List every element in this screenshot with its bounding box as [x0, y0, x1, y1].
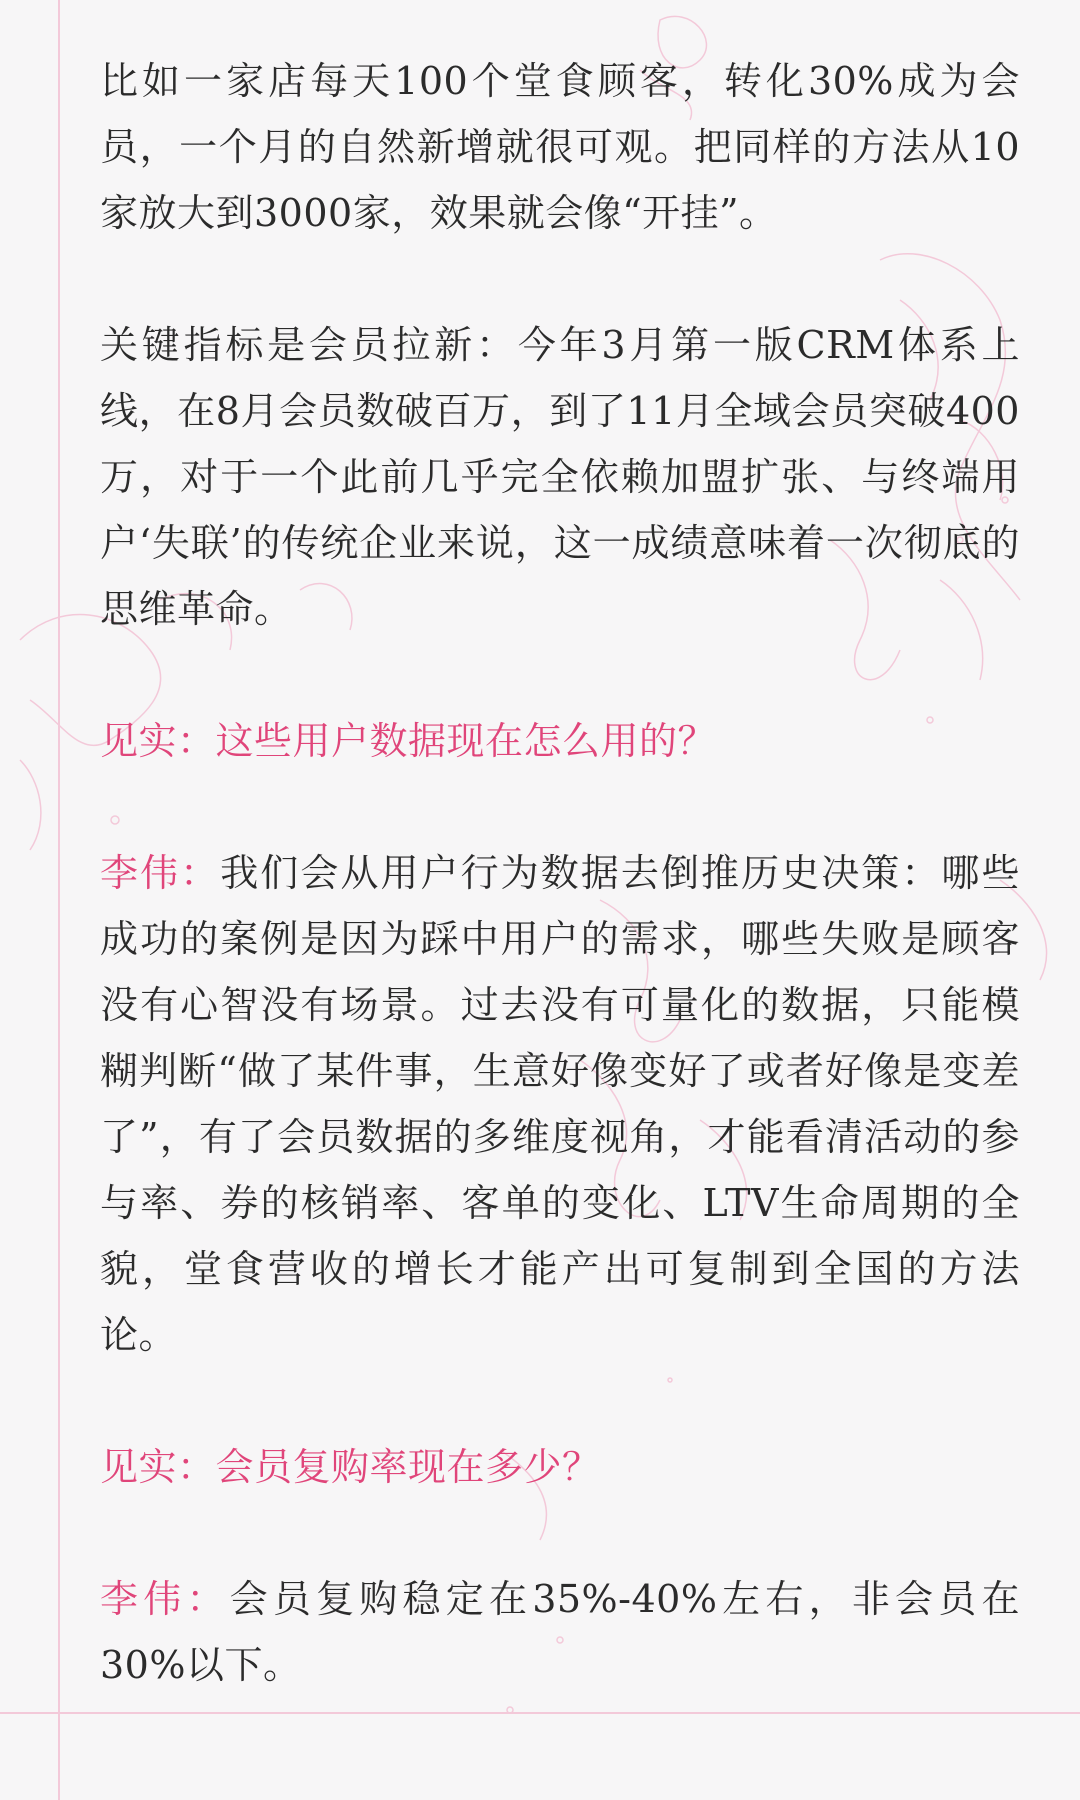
interview-question-data-usage: 见实：这些用户数据现在怎么用的？: [100, 719, 717, 763]
speaker-label: 李伟：: [100, 1577, 230, 1621]
margin-rule: [58, 0, 60, 1800]
bottom-rule: [0, 1712, 1080, 1714]
speaker-label: 李伟：: [100, 851, 221, 895]
interview-answer-repurchase-rate: [100, 1566, 1020, 1698]
interview-answer-data-usage: [100, 840, 1020, 1368]
answer-text: 会员复购稳定在35%-40%左右，非会员在30%以下。: [100, 1577, 1020, 1687]
interview-question-repurchase-rate: 见实：会员复购率现在多少？: [100, 1445, 601, 1489]
paragraph-store-conversion: 比如一家店每天100个堂食顾客，转化30%成为会员，一个月的自然新增就很可观。把同样的方法从10家放大到3000家，效果就会像“开挂”。: [100, 59, 1020, 235]
article-body: [100, 48, 1020, 1698]
paragraph-member-growth: 关键指标是会员拉新：今年3月第一版CRM体系上线，在8月会员数破百万，到了11月全域会员突破400万，对于一个此前几乎完全依赖加盟扩张、与终端用户‘失联’的传统企业来说，这一成绩意味着一次彻底的思维革命。: [100, 323, 1020, 631]
answer-text: 我们会从用户行为数据去倒推历史决策：哪些成功的案例是因为踩中用户的需求，哪些失败是顾客没有心智没有场景。过去没有可量化的数据，只能模糊判断“做了某件事，生意好像变好了或者好像是变差了”，有了会员数据的多维度视角，才能看清活动的参与率、券的核销率、客单的变化、LTV生命周期的全貌，堂食营收的增长才能产出可复制到全国的方法论。: [100, 851, 1020, 1357]
